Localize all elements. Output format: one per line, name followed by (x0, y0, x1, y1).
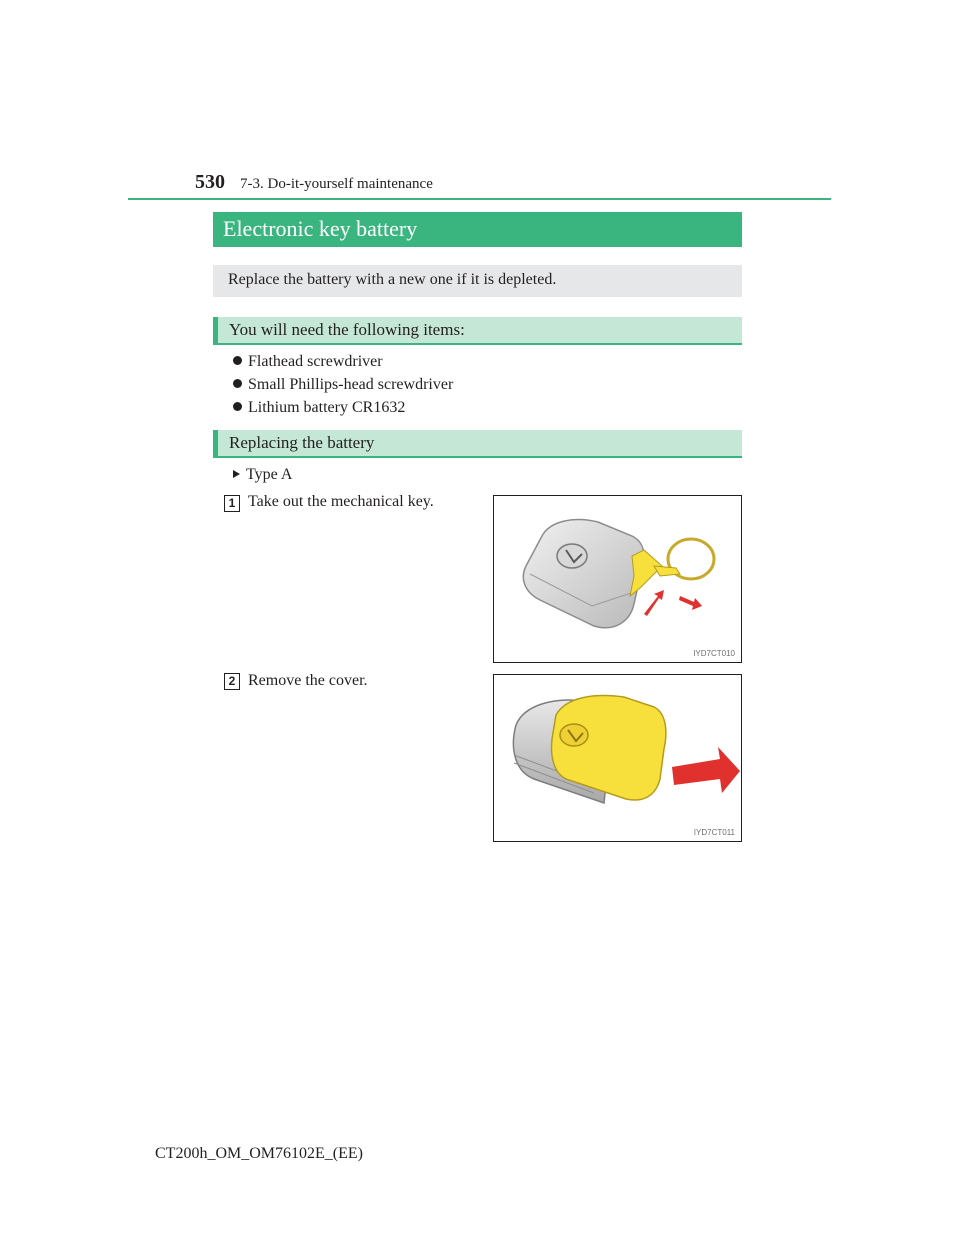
step-number-2: 2 (224, 673, 240, 690)
figure-take-out-key (493, 495, 742, 663)
section-heading-items-text: You will need the following items: (229, 320, 465, 339)
page-title-bar (213, 212, 742, 247)
triangle-right-icon (233, 470, 240, 478)
list-item (233, 376, 453, 394)
bullet-icon (233, 402, 242, 411)
chapter-title: 7-3. Do-it-yourself maintenance (240, 176, 433, 192)
page-title: Electronic key battery (223, 216, 418, 241)
step-number-1: 1 (224, 495, 240, 512)
key-fob-illustration (494, 496, 742, 663)
cover-removal-illustration (494, 675, 742, 842)
bullet-icon (233, 356, 242, 365)
list-item (233, 399, 405, 417)
section-heading-replacing (213, 430, 742, 458)
footer-doc-code: CT200h_OM_OM76102E_(EE) (155, 1145, 363, 1162)
section-heading-replacing-text: Replacing the battery (229, 433, 375, 452)
list-item-text: Small Phillips-head screwdriver (248, 376, 454, 393)
type-label-text: Type A (246, 466, 293, 483)
list-item-text: Lithium battery CR1632 (248, 399, 406, 416)
figure-code-2: IYD7CT011 (693, 828, 735, 837)
bullet-icon (233, 379, 242, 388)
figure-remove-cover (493, 674, 742, 842)
page-number: 530 (195, 171, 225, 193)
step-text-2: Remove the cover. (248, 672, 368, 689)
list-item (233, 353, 383, 371)
step-text-1: Take out the mechanical key. (248, 493, 434, 510)
intro-note (213, 265, 742, 297)
section-heading-items (213, 317, 742, 345)
intro-text: Replace the battery with a new one if it is depleted. (228, 271, 557, 288)
header-rule (128, 198, 831, 200)
figure-code-1: IYD7CT010 (693, 649, 735, 658)
list-item-text: Flathead screwdriver (248, 353, 383, 370)
type-label (233, 466, 292, 484)
